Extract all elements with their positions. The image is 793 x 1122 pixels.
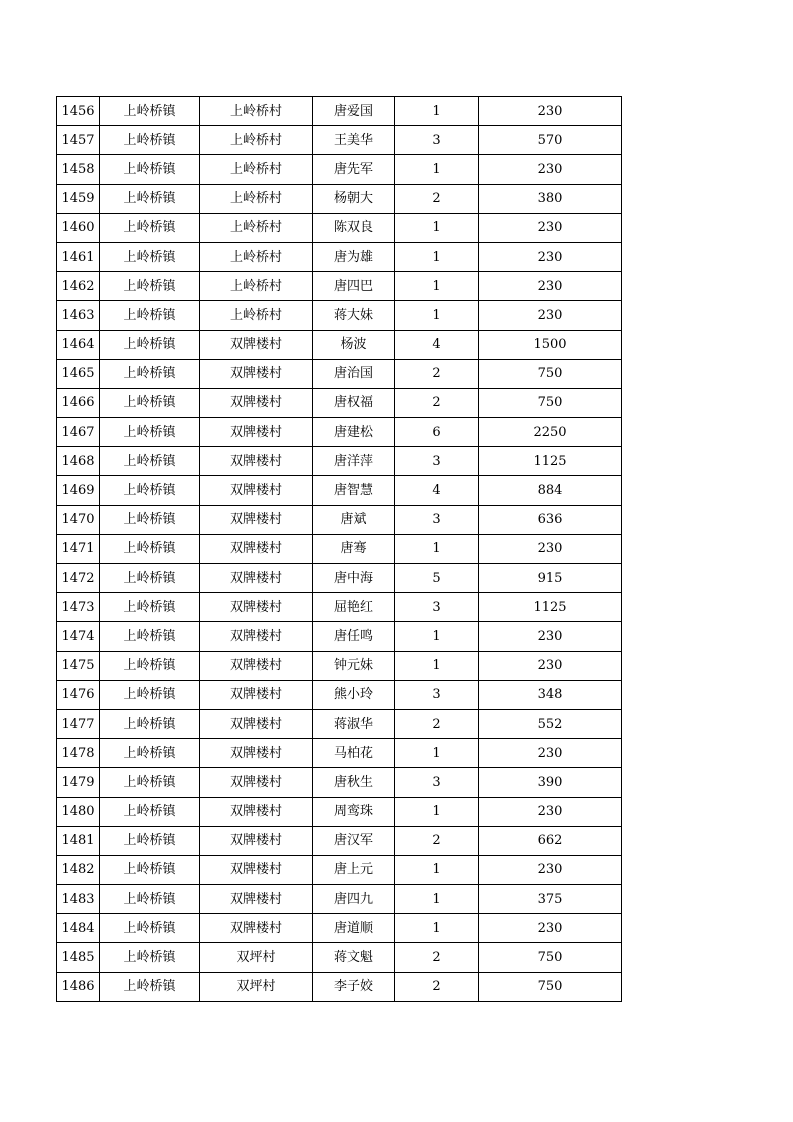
name-cell: 唐治国 [313, 359, 395, 388]
amount-cell: 230 [479, 155, 622, 184]
name-cell: 唐为雄 [313, 242, 395, 271]
row-number-cell: 1459 [57, 184, 100, 213]
name-cell: 蒋大妹 [313, 301, 395, 330]
town-cell: 上岭桥镇 [100, 476, 200, 505]
village-cell: 双牌楼村 [200, 797, 313, 826]
town-cell: 上岭桥镇 [100, 680, 200, 709]
name-cell: 杨波 [313, 330, 395, 359]
row-number-cell: 1468 [57, 447, 100, 476]
town-cell: 上岭桥镇 [100, 622, 200, 651]
table-row [57, 622, 622, 651]
amount-cell: 348 [479, 680, 622, 709]
village-cell: 双牌楼村 [200, 388, 313, 417]
village-cell: 上岭桥村 [200, 97, 313, 126]
village-cell: 双牌楼村 [200, 418, 313, 447]
row-number-cell: 1469 [57, 476, 100, 505]
town-cell: 上岭桥镇 [100, 534, 200, 563]
name-cell: 唐先军 [313, 155, 395, 184]
table-row [57, 505, 622, 534]
name-cell: 唐骞 [313, 534, 395, 563]
name-cell: 唐汉军 [313, 826, 395, 855]
name-cell: 唐智慧 [313, 476, 395, 505]
village-cell: 上岭桥村 [200, 272, 313, 301]
name-cell: 李子姣 [313, 972, 395, 1001]
village-cell: 上岭桥村 [200, 301, 313, 330]
village-cell: 上岭桥村 [200, 184, 313, 213]
town-cell: 上岭桥镇 [100, 301, 200, 330]
table-body [57, 97, 622, 1002]
count-cell: 2 [395, 184, 479, 213]
village-cell: 上岭桥村 [200, 126, 313, 155]
town-cell: 上岭桥镇 [100, 885, 200, 914]
amount-cell: 380 [479, 184, 622, 213]
row-number-cell: 1474 [57, 622, 100, 651]
town-cell: 上岭桥镇 [100, 914, 200, 943]
table-row [57, 388, 622, 417]
village-cell: 双牌楼村 [200, 505, 313, 534]
row-number-cell: 1461 [57, 242, 100, 271]
name-cell: 唐斌 [313, 505, 395, 534]
village-cell: 上岭桥村 [200, 213, 313, 242]
town-cell: 上岭桥镇 [100, 943, 200, 972]
table-row [57, 855, 622, 884]
amount-cell: 750 [479, 943, 622, 972]
amount-cell: 662 [479, 826, 622, 855]
amount-cell: 915 [479, 564, 622, 593]
table-row [57, 651, 622, 680]
table-row [57, 826, 622, 855]
town-cell: 上岭桥镇 [100, 505, 200, 534]
row-number-cell: 1463 [57, 301, 100, 330]
name-cell: 蒋文魁 [313, 943, 395, 972]
row-number-cell: 1466 [57, 388, 100, 417]
village-cell: 双牌楼村 [200, 885, 313, 914]
town-cell: 上岭桥镇 [100, 768, 200, 797]
table-row [57, 972, 622, 1001]
count-cell: 1 [395, 797, 479, 826]
name-cell: 唐洋萍 [313, 447, 395, 476]
amount-cell: 2250 [479, 418, 622, 447]
name-cell: 唐四九 [313, 885, 395, 914]
amount-cell: 570 [479, 126, 622, 155]
table-row [57, 126, 622, 155]
name-cell: 马柏花 [313, 739, 395, 768]
table-row [57, 272, 622, 301]
name-cell: 唐四巴 [313, 272, 395, 301]
town-cell: 上岭桥镇 [100, 651, 200, 680]
table-row [57, 768, 622, 797]
town-cell: 上岭桥镇 [100, 447, 200, 476]
name-cell: 唐秋生 [313, 768, 395, 797]
count-cell: 3 [395, 126, 479, 155]
amount-cell: 230 [479, 242, 622, 271]
row-number-cell: 1477 [57, 709, 100, 738]
row-number-cell: 1483 [57, 885, 100, 914]
town-cell: 上岭桥镇 [100, 126, 200, 155]
table-row [57, 797, 622, 826]
amount-cell: 230 [479, 622, 622, 651]
town-cell: 上岭桥镇 [100, 388, 200, 417]
name-cell: 周鸾珠 [313, 797, 395, 826]
town-cell: 上岭桥镇 [100, 797, 200, 826]
count-cell: 4 [395, 476, 479, 505]
village-cell: 双牌楼村 [200, 476, 313, 505]
amount-cell: 390 [479, 768, 622, 797]
town-cell: 上岭桥镇 [100, 330, 200, 359]
table-row [57, 184, 622, 213]
town-cell: 上岭桥镇 [100, 593, 200, 622]
village-cell: 双牌楼村 [200, 826, 313, 855]
row-number-cell: 1465 [57, 359, 100, 388]
name-cell: 唐爱国 [313, 97, 395, 126]
name-cell: 唐上元 [313, 855, 395, 884]
table-row [57, 301, 622, 330]
town-cell: 上岭桥镇 [100, 418, 200, 447]
amount-cell: 884 [479, 476, 622, 505]
row-number-cell: 1458 [57, 155, 100, 184]
count-cell: 1 [395, 914, 479, 943]
row-number-cell: 1462 [57, 272, 100, 301]
row-number-cell: 1460 [57, 213, 100, 242]
count-cell: 3 [395, 593, 479, 622]
row-number-cell: 1476 [57, 680, 100, 709]
count-cell: 2 [395, 826, 479, 855]
amount-cell: 1125 [479, 447, 622, 476]
table-row [57, 680, 622, 709]
row-number-cell: 1475 [57, 651, 100, 680]
count-cell: 6 [395, 418, 479, 447]
village-cell: 双牌楼村 [200, 739, 313, 768]
count-cell: 1 [395, 242, 479, 271]
table-row [57, 593, 622, 622]
amount-cell: 230 [479, 97, 622, 126]
amount-cell: 1500 [479, 330, 622, 359]
count-cell: 1 [395, 739, 479, 768]
row-number-cell: 1467 [57, 418, 100, 447]
count-cell: 3 [395, 505, 479, 534]
village-cell: 双牌楼村 [200, 768, 313, 797]
town-cell: 上岭桥镇 [100, 709, 200, 738]
town-cell: 上岭桥镇 [100, 184, 200, 213]
town-cell: 上岭桥镇 [100, 564, 200, 593]
name-cell: 蒋淑华 [313, 709, 395, 738]
town-cell: 上岭桥镇 [100, 855, 200, 884]
village-cell: 双牌楼村 [200, 914, 313, 943]
village-cell: 双牌楼村 [200, 855, 313, 884]
name-cell: 唐中海 [313, 564, 395, 593]
village-cell: 双牌楼村 [200, 330, 313, 359]
table-row [57, 476, 622, 505]
table-row [57, 943, 622, 972]
amount-cell: 230 [479, 272, 622, 301]
row-number-cell: 1481 [57, 826, 100, 855]
count-cell: 1 [395, 213, 479, 242]
table-row [57, 330, 622, 359]
amount-cell: 230 [479, 797, 622, 826]
amount-cell: 375 [479, 885, 622, 914]
name-cell: 钟元妹 [313, 651, 395, 680]
row-number-cell: 1457 [57, 126, 100, 155]
amount-cell: 230 [479, 855, 622, 884]
table-row [57, 885, 622, 914]
row-number-cell: 1479 [57, 768, 100, 797]
table-row [57, 155, 622, 184]
amount-cell: 230 [479, 914, 622, 943]
village-cell: 双坪村 [200, 943, 313, 972]
village-cell: 上岭桥村 [200, 155, 313, 184]
town-cell: 上岭桥镇 [100, 972, 200, 1001]
row-number-cell: 1464 [57, 330, 100, 359]
amount-cell: 230 [479, 213, 622, 242]
town-cell: 上岭桥镇 [100, 826, 200, 855]
table-row [57, 97, 622, 126]
count-cell: 2 [395, 972, 479, 1001]
row-number-cell: 1478 [57, 739, 100, 768]
table-row [57, 447, 622, 476]
count-cell: 1 [395, 651, 479, 680]
town-cell: 上岭桥镇 [100, 242, 200, 271]
table-row [57, 359, 622, 388]
name-cell: 唐建松 [313, 418, 395, 447]
count-cell: 1 [395, 155, 479, 184]
amount-cell: 636 [479, 505, 622, 534]
count-cell: 3 [395, 447, 479, 476]
table-row [57, 564, 622, 593]
count-cell: 5 [395, 564, 479, 593]
name-cell: 唐道顺 [313, 914, 395, 943]
row-number-cell: 1470 [57, 505, 100, 534]
amount-cell: 230 [479, 534, 622, 563]
count-cell: 2 [395, 709, 479, 738]
amount-cell: 750 [479, 359, 622, 388]
amount-cell: 750 [479, 388, 622, 417]
row-number-cell: 1456 [57, 97, 100, 126]
count-cell: 3 [395, 680, 479, 709]
village-cell: 双牌楼村 [200, 593, 313, 622]
count-cell: 1 [395, 97, 479, 126]
count-cell: 2 [395, 359, 479, 388]
row-number-cell: 1480 [57, 797, 100, 826]
count-cell: 4 [395, 330, 479, 359]
amount-cell: 1125 [479, 593, 622, 622]
amount-cell: 750 [479, 972, 622, 1001]
count-cell: 3 [395, 768, 479, 797]
row-number-cell: 1472 [57, 564, 100, 593]
amount-cell: 230 [479, 739, 622, 768]
count-cell: 1 [395, 855, 479, 884]
town-cell: 上岭桥镇 [100, 359, 200, 388]
village-cell: 双牌楼村 [200, 359, 313, 388]
village-cell: 上岭桥村 [200, 242, 313, 271]
name-cell: 唐权福 [313, 388, 395, 417]
name-cell: 唐任鸣 [313, 622, 395, 651]
count-cell: 1 [395, 622, 479, 651]
count-cell: 1 [395, 272, 479, 301]
table-row [57, 534, 622, 563]
town-cell: 上岭桥镇 [100, 97, 200, 126]
village-cell: 双牌楼村 [200, 534, 313, 563]
village-cell: 双坪村 [200, 972, 313, 1001]
village-cell: 双牌楼村 [200, 680, 313, 709]
row-number-cell: 1482 [57, 855, 100, 884]
count-cell: 1 [395, 885, 479, 914]
table-row [57, 914, 622, 943]
row-number-cell: 1484 [57, 914, 100, 943]
row-number-cell: 1473 [57, 593, 100, 622]
name-cell: 陈双良 [313, 213, 395, 242]
count-cell: 2 [395, 943, 479, 972]
name-cell: 屈艳红 [313, 593, 395, 622]
table-row [57, 739, 622, 768]
row-number-cell: 1471 [57, 534, 100, 563]
row-number-cell: 1486 [57, 972, 100, 1001]
table-row [57, 709, 622, 738]
table-row [57, 242, 622, 271]
amount-cell: 552 [479, 709, 622, 738]
name-cell: 王美华 [313, 126, 395, 155]
count-cell: 2 [395, 388, 479, 417]
town-cell: 上岭桥镇 [100, 213, 200, 242]
village-cell: 双牌楼村 [200, 651, 313, 680]
name-cell: 杨朝大 [313, 184, 395, 213]
village-cell: 双牌楼村 [200, 709, 313, 738]
town-cell: 上岭桥镇 [100, 272, 200, 301]
count-cell: 1 [395, 534, 479, 563]
amount-cell: 230 [479, 301, 622, 330]
data-table [56, 96, 622, 1002]
table-row [57, 213, 622, 242]
village-cell: 双牌楼村 [200, 564, 313, 593]
town-cell: 上岭桥镇 [100, 739, 200, 768]
name-cell: 熊小玲 [313, 680, 395, 709]
village-cell: 双牌楼村 [200, 447, 313, 476]
row-number-cell: 1485 [57, 943, 100, 972]
table-row [57, 418, 622, 447]
village-cell: 双牌楼村 [200, 622, 313, 651]
amount-cell: 230 [479, 651, 622, 680]
town-cell: 上岭桥镇 [100, 155, 200, 184]
count-cell: 1 [395, 301, 479, 330]
